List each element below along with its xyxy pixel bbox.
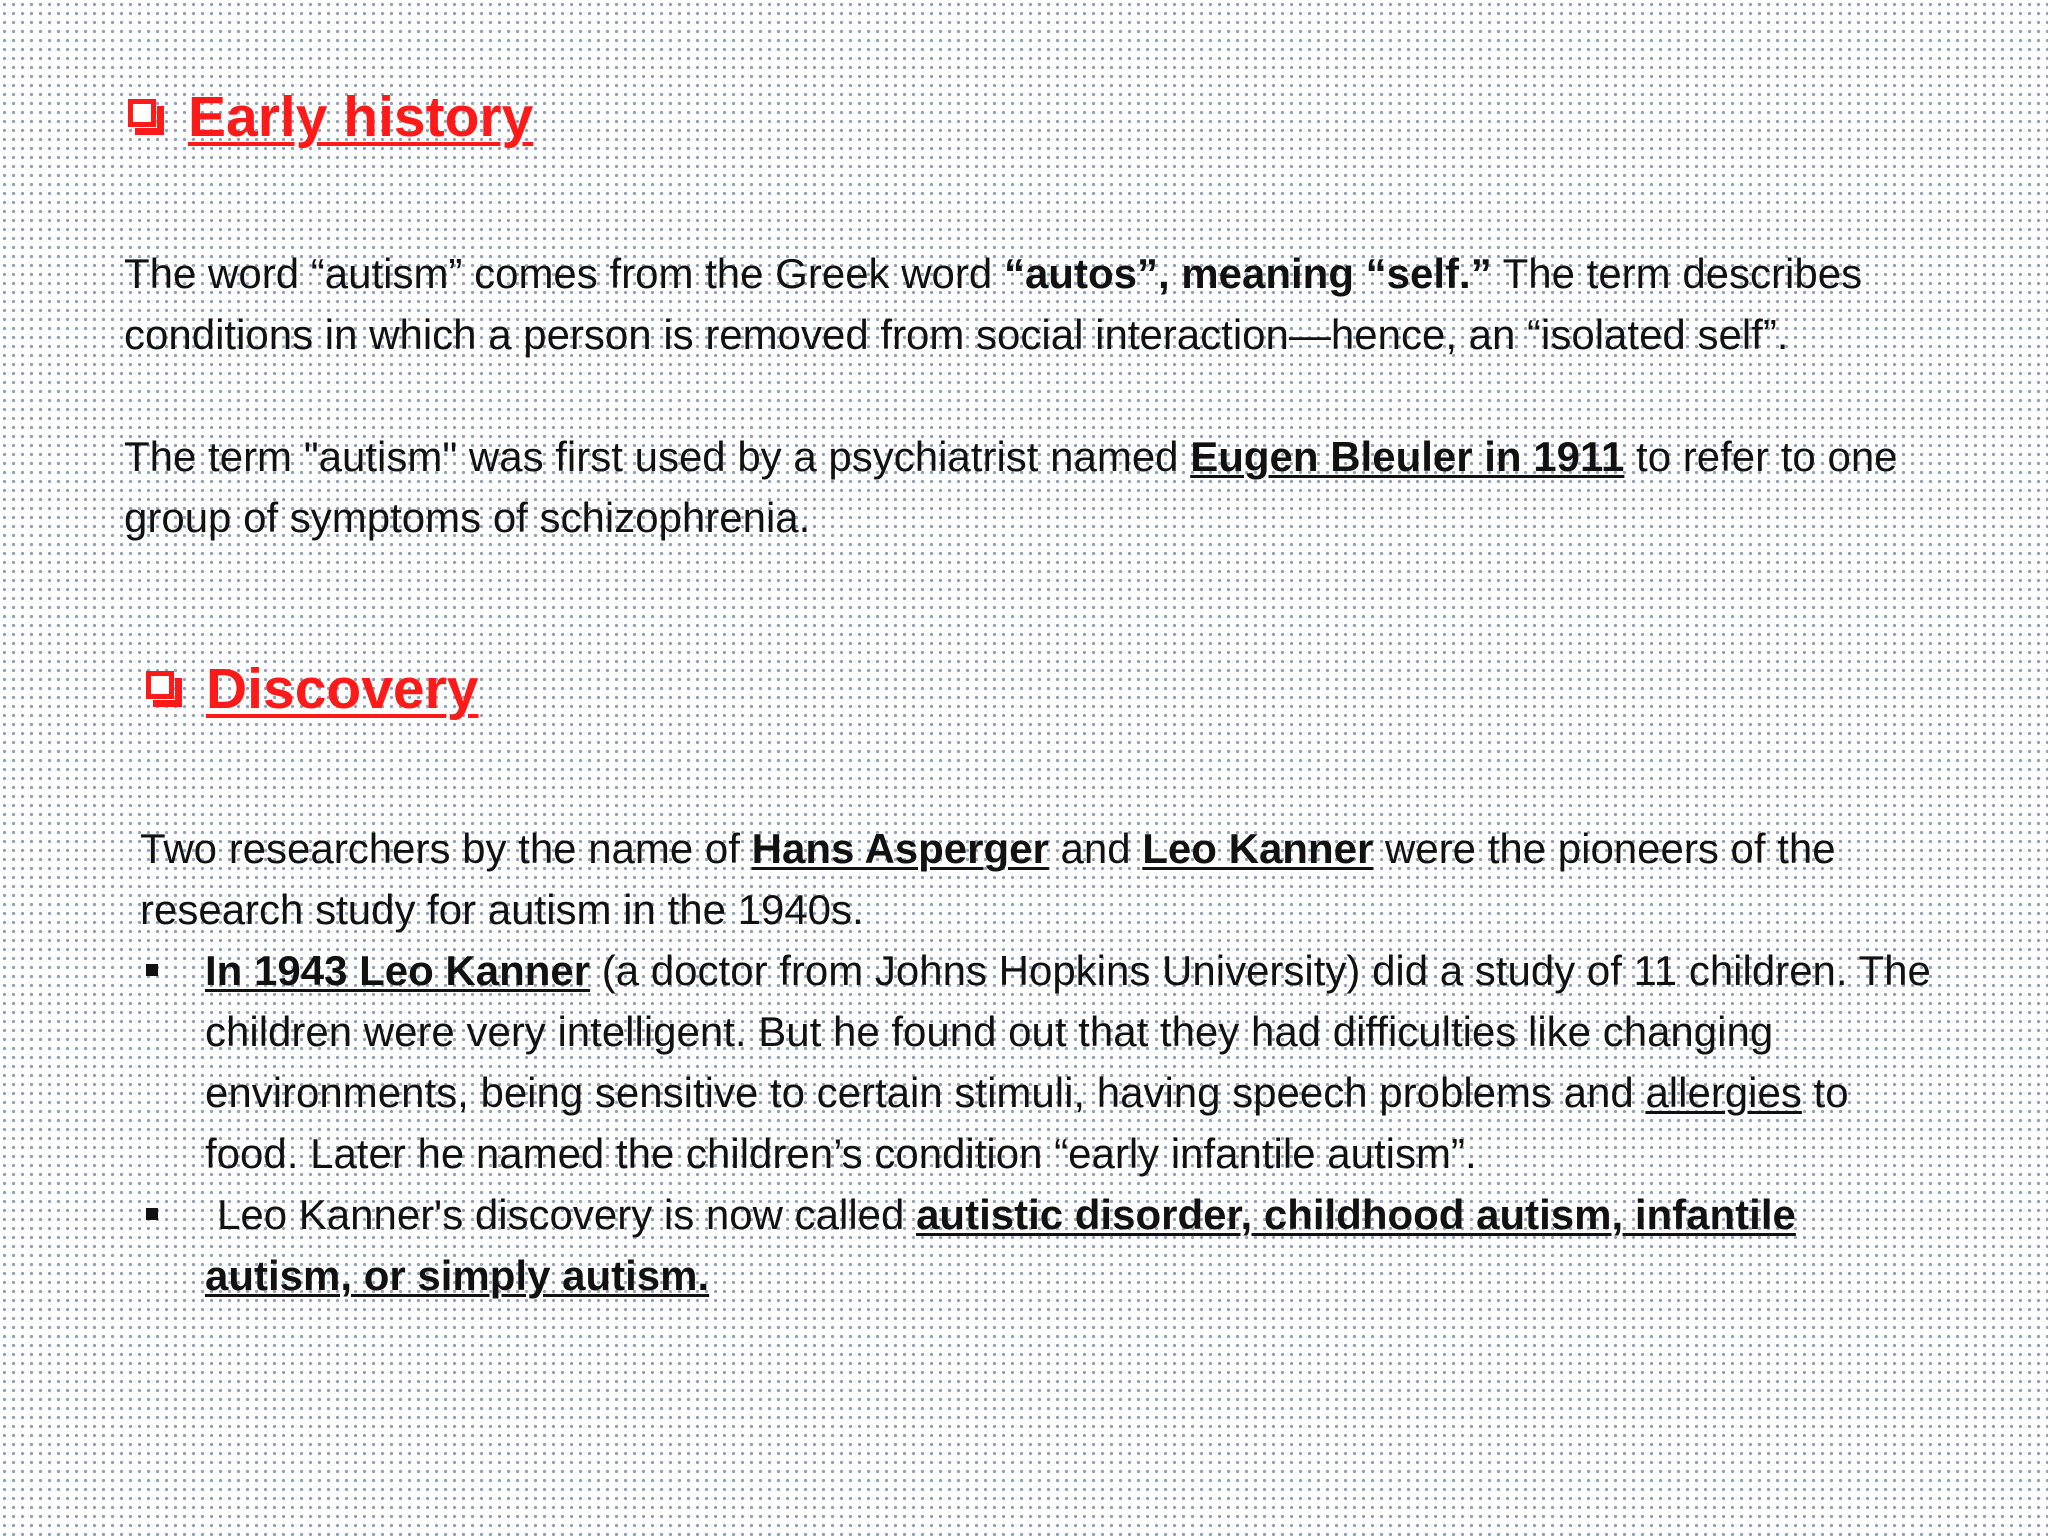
bullet-text: to food. Later he named the children’s condition “early infantile autism”. xyxy=(205,1069,1849,1177)
discovery-intro xyxy=(140,818,1940,940)
list-item xyxy=(140,1184,1940,1306)
hans-asperger: Hans Asperger xyxy=(751,825,1049,872)
square-bullet-icon xyxy=(146,964,158,976)
discovery-bullet-list xyxy=(140,940,1940,1306)
in-1943-leo-kanner: In 1943 Leo Kanner xyxy=(205,947,591,994)
paragraph-text: and xyxy=(1048,825,1143,872)
list-item xyxy=(140,940,1940,1184)
bullet-text: Leo Kanner's discovery is now called xyxy=(217,1191,917,1238)
bullet-text: (a doctor from Johns Hopkins University) did a study of 11 children. The children were very intelligent. But he found out that they had difficulties like changing environments, being sensitive to certain stimuli, having speech problems and xyxy=(205,947,1931,1116)
paragraph-text: were the pioneers of the research study for autism in the 1940s. xyxy=(140,825,1836,933)
square-bullet-icon xyxy=(146,1208,158,1220)
discovery-heading xyxy=(146,656,479,722)
paragraph-text: The term describes conditions in which a person is removed from social interaction—hence, an “isolated self”. xyxy=(124,250,1863,358)
paragraph-text: to refer to one group of symptoms of schizophrenia. xyxy=(124,433,1898,541)
allergies-text: allergies xyxy=(1645,1069,1802,1116)
paragraph-text: The word “autism” comes from the Greek word xyxy=(124,250,1004,297)
leo-kanner: Leo Kanner xyxy=(1142,825,1374,872)
checkbox-icon xyxy=(146,671,182,707)
checkbox-icon xyxy=(128,99,164,135)
autos-meaning-self: “autos”, meaning “self.” xyxy=(1003,250,1492,297)
paragraph-text: Two researchers by the name of xyxy=(140,825,752,872)
early-history-title: Early history xyxy=(188,85,534,149)
early-history-heading xyxy=(128,84,533,150)
paragraph-text: The term "autism" was first used by a psychiatrist named xyxy=(124,433,1191,480)
early-history-paragraph-2 xyxy=(124,426,1944,548)
eugen-bleuler-1911: Eugen Bleuler in 1911 xyxy=(1190,433,1625,480)
discovery-title: Discovery xyxy=(206,657,479,721)
autistic-disorder-names: autistic disorder, childhood autism, infantile autism, or simply autism. xyxy=(205,1191,1796,1299)
early-history-paragraph-1 xyxy=(124,243,1944,365)
